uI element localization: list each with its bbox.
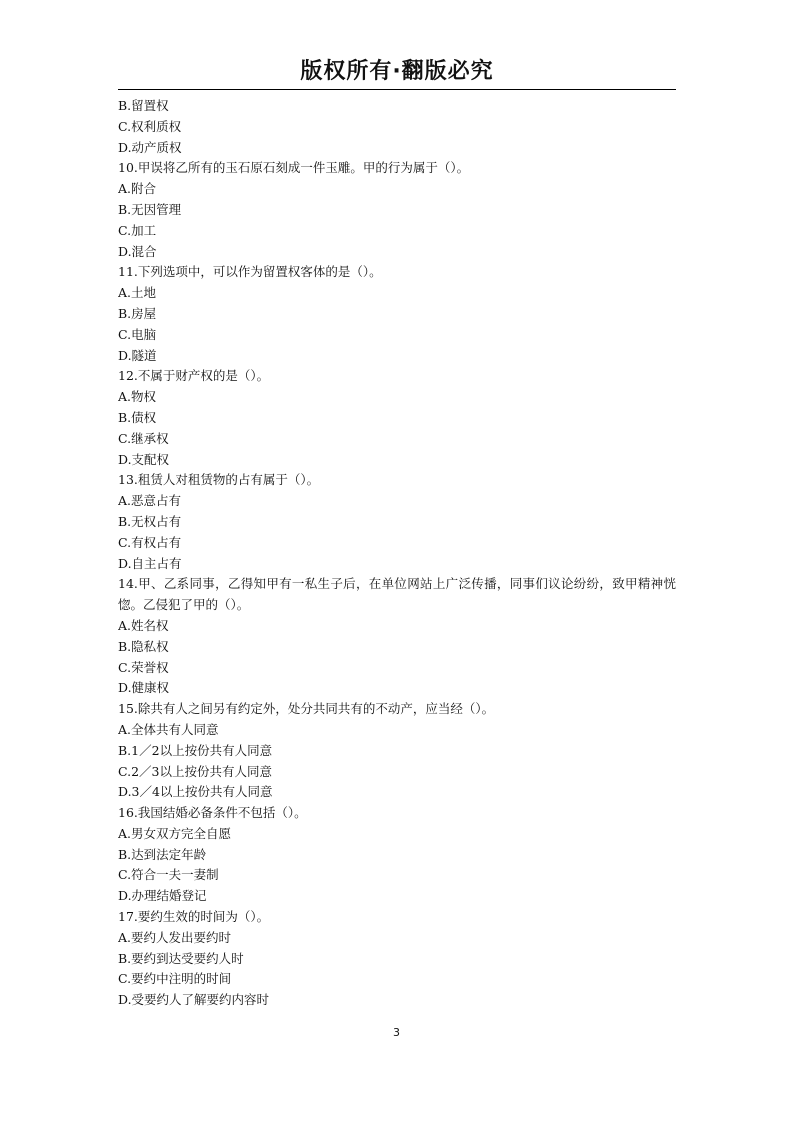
question-16: 16.我国结婚必备条件不包括（）。 [118, 805, 307, 821]
option-line: C.2／3以上按份共有人同意 [118, 763, 272, 779]
option-line: D.隧道 [118, 347, 157, 363]
option-line: C.继承权 [118, 430, 169, 446]
header-divider [118, 89, 676, 90]
option-line: B.无权占有 [118, 513, 182, 529]
option-line: B.1／2以上按份共有人同意 [118, 742, 273, 758]
question-17: 17.要约生效的时间为（）。 [118, 909, 270, 925]
option-line: D.混合 [118, 243, 157, 259]
option-line: C.权利质权 [118, 118, 182, 134]
option-line: C.要约中注明的时间 [118, 971, 232, 987]
question-15: 15.除共有人之间另有约定外，处分共同共有的不动产，应当经（）。 [118, 701, 495, 717]
option-line: B.房屋 [118, 305, 157, 321]
option-line: A.全体共有人同意 [118, 721, 219, 737]
option-line: A.附合 [118, 181, 157, 197]
question-13: 13.租赁人对租赁物的占有属于（）。 [118, 472, 320, 488]
option-line: A.男女双方完全自愿 [118, 825, 232, 841]
option-line: C.加工 [118, 222, 157, 238]
question-14: 14.甲、乙系同事，乙得知甲有一私生子后，在单位网站上广泛传播，同事们议论纷纷，致甲精神恍惚。乙侵犯了甲的（）。 [118, 576, 676, 613]
question-list [118, 96, 676, 1011]
option-line: C.荣誉权 [118, 659, 169, 675]
page-header-title: 版权所有·翻版必究 [300, 59, 494, 84]
option-line: D.办理结婚登记 [118, 888, 207, 904]
page-number: 3 [393, 1026, 400, 1039]
option-line: D.动产质权 [118, 139, 182, 155]
option-line: B.达到法定年龄 [118, 846, 207, 862]
option-line: B.隐私权 [118, 638, 169, 654]
option-line: B.债权 [118, 409, 157, 425]
option-line: B.要约到达受要约人时 [118, 950, 244, 966]
option-line: B.无因管理 [118, 201, 182, 217]
option-line: C.电脑 [118, 326, 157, 342]
option-line: A.物权 [118, 389, 157, 405]
option-line: B.留置权 [118, 98, 169, 113]
option-line: A.要约人发出要约时 [118, 929, 232, 945]
option-line: C.符合一夫一妻制 [118, 867, 219, 883]
option-line: A.恶意占有 [118, 493, 182, 509]
question-11: 11.下列选项中，可以作为留置权客体的是（）。 [118, 264, 382, 280]
question-12: 12.不属于财产权的是（）。 [118, 368, 270, 384]
option-line: C.有权占有 [118, 534, 182, 550]
option-line: A.土地 [118, 285, 157, 301]
option-line: D.受要约人了解要约内容时 [118, 992, 270, 1008]
option-line: A.姓名权 [118, 617, 169, 633]
question-10: 10.甲误将乙所有的玉石原石刻成一件玉雕。甲的行为属于（）。 [118, 160, 470, 176]
option-line: D.支配权 [118, 451, 170, 467]
option-line: D.3／4以上按份共有人同意 [118, 784, 273, 800]
option-line: D.健康权 [118, 680, 170, 696]
option-line: D.自主占有 [118, 555, 182, 571]
